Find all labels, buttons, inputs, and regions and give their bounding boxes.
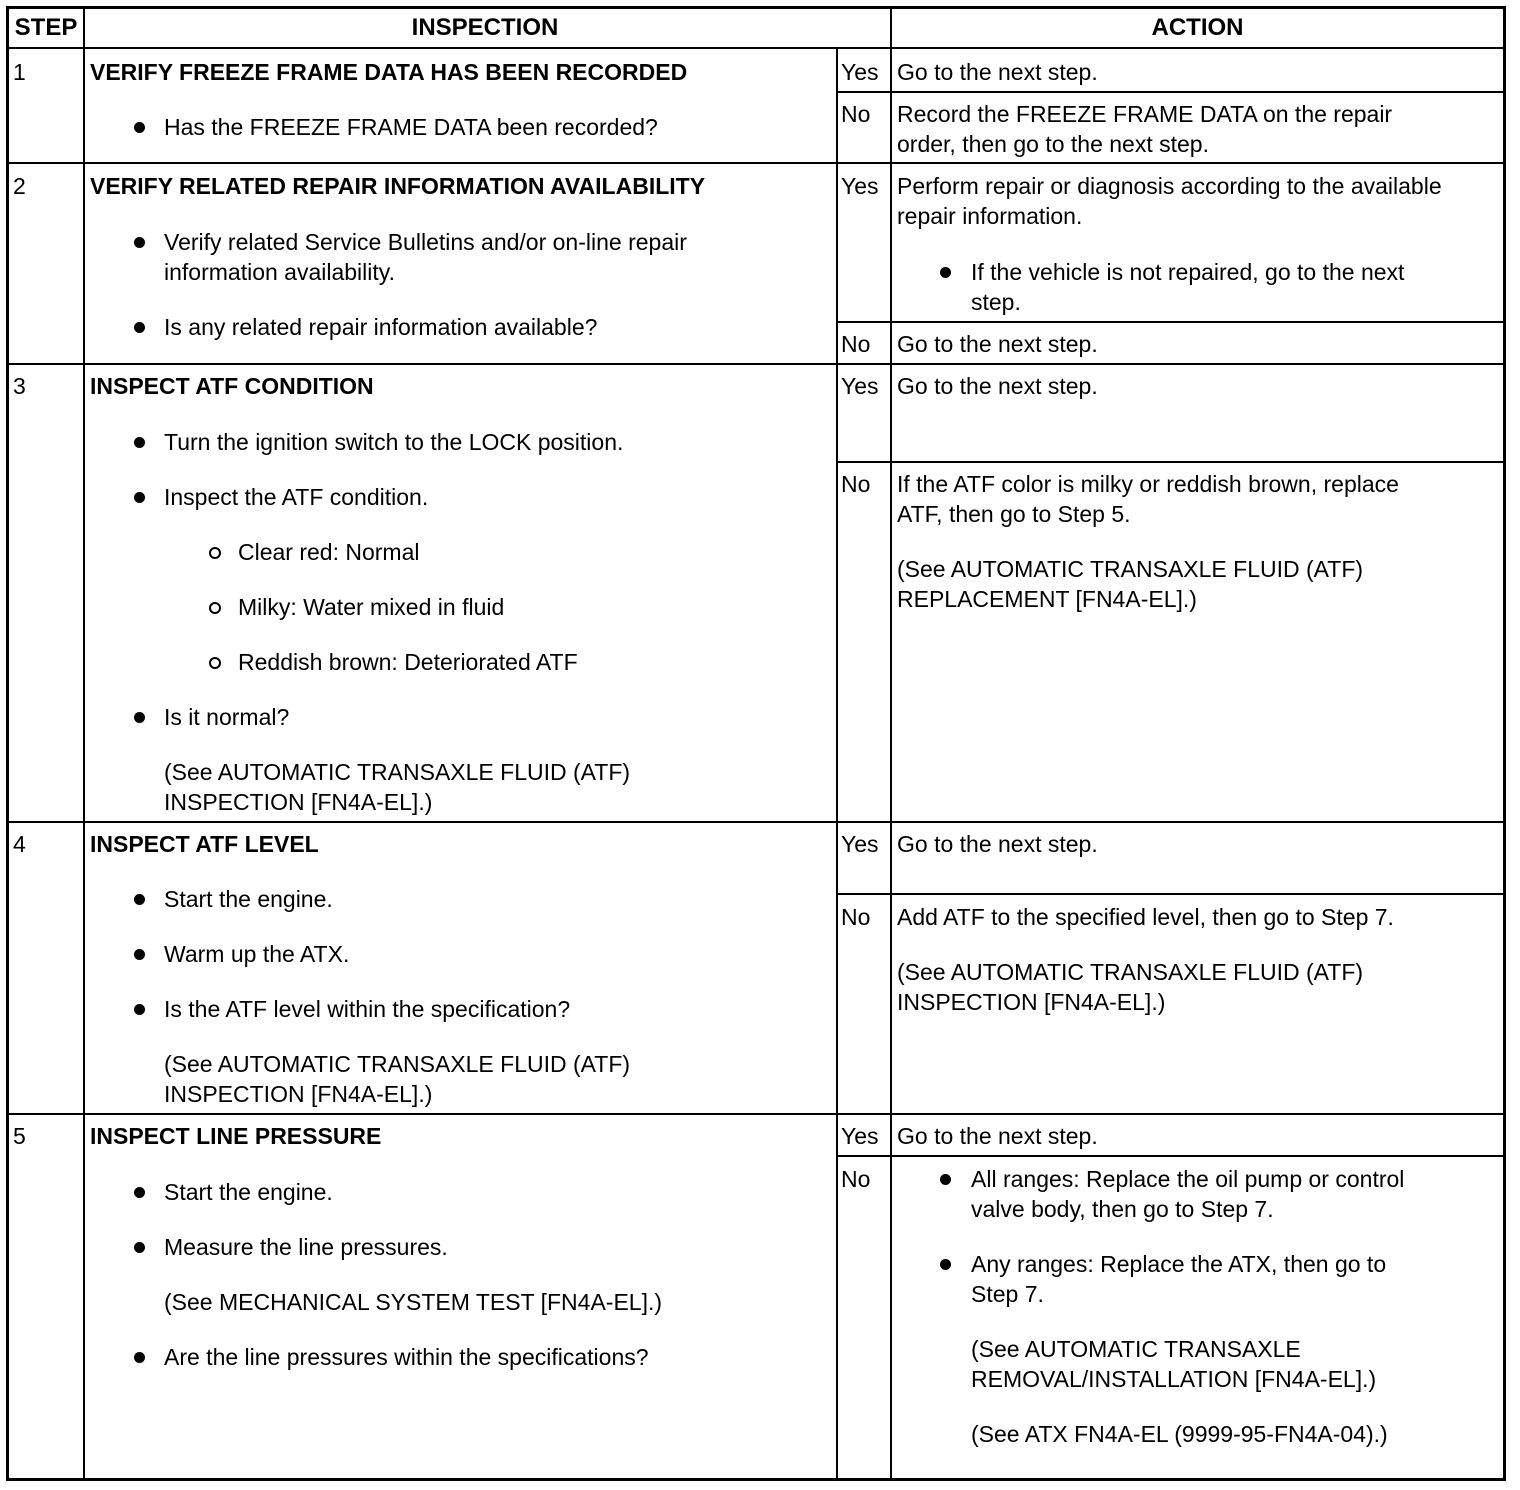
bullet-icon bbox=[940, 1259, 951, 1270]
yes-action: Go to the next step. bbox=[897, 831, 1098, 857]
reference-note: (See AUTOMATIC TRANSAXLE FLUID (ATF) bbox=[897, 959, 1364, 985]
yes-action: repair information. bbox=[897, 203, 1083, 229]
bullet-icon bbox=[134, 894, 145, 905]
yes-action: Go to the next step. bbox=[897, 59, 1098, 85]
diagnostic-table bbox=[6, 6, 1506, 1481]
yes-action: If the vehicle is not repaired, go to the next bbox=[971, 259, 1405, 285]
no-action: All ranges: Replace the oil pump or control bbox=[971, 1166, 1405, 1192]
no-action: If the ATF color is milky or reddish brown, replace bbox=[897, 471, 1399, 497]
row-divider bbox=[836, 461, 1503, 463]
inspection-item: Start the engine. bbox=[164, 886, 333, 912]
bullet-icon bbox=[134, 1352, 145, 1363]
sub-bullet-icon bbox=[209, 602, 221, 614]
yes-action: step. bbox=[971, 289, 1021, 315]
row-divider bbox=[836, 91, 1503, 93]
reference-note: INSPECTION [FN4A-EL].) bbox=[164, 789, 433, 815]
inspection-subitem: Milky: Water mixed in fluid bbox=[238, 594, 505, 620]
yes-label: Yes bbox=[841, 59, 879, 85]
step-number: 2 bbox=[13, 173, 26, 199]
bullet-icon bbox=[134, 237, 145, 248]
column-divider bbox=[890, 9, 892, 1478]
step-title: INSPECT LINE PRESSURE bbox=[90, 1123, 382, 1149]
no-action: Record the FREEZE FRAME DATA on the repair bbox=[897, 101, 1393, 127]
row-divider bbox=[836, 893, 1503, 895]
bullet-icon bbox=[134, 322, 145, 333]
yes-label: Yes bbox=[841, 373, 879, 399]
no-action: order, then go to the next step. bbox=[897, 131, 1209, 157]
reference-note: (See AUTOMATIC TRANSAXLE FLUID (ATF) bbox=[164, 1051, 631, 1077]
no-action: Go to the next step. bbox=[897, 331, 1098, 357]
bullet-icon bbox=[940, 1174, 951, 1185]
inspection-item: Is it normal? bbox=[164, 704, 290, 730]
row-divider bbox=[836, 321, 1503, 323]
step-title: VERIFY FREEZE FRAME DATA HAS BEEN RECORDED bbox=[90, 59, 688, 85]
sub-bullet-icon bbox=[209, 657, 221, 669]
step-title: VERIFY RELATED REPAIR INFORMATION AVAILABILITY bbox=[90, 173, 706, 199]
yes-action: Go to the next step. bbox=[897, 373, 1098, 399]
header-step: STEP bbox=[14, 14, 78, 41]
step-number: 1 bbox=[13, 59, 26, 85]
no-label: No bbox=[841, 904, 871, 930]
yes-label: Yes bbox=[841, 1123, 879, 1149]
inspection-item: Turn the ignition switch to the LOCK position. bbox=[164, 429, 624, 455]
inspection-item: information availability. bbox=[164, 259, 395, 285]
bullet-icon bbox=[134, 122, 145, 133]
inspection-subitem: Reddish brown: Deteriorated ATF bbox=[238, 649, 578, 675]
yes-action: Go to the next step. bbox=[897, 1123, 1098, 1149]
reference-note: (See AUTOMATIC TRANSAXLE FLUID (ATF) bbox=[897, 556, 1364, 582]
reference-note: INSPECTION [FN4A-EL].) bbox=[897, 989, 1166, 1015]
reference-note: (See AUTOMATIC TRANSAXLE bbox=[971, 1336, 1301, 1362]
no-label: No bbox=[841, 331, 871, 357]
yes-action: Perform repair or diagnosis according to the available bbox=[897, 173, 1442, 199]
inspection-subitem: Clear red: Normal bbox=[238, 539, 420, 565]
inspection-item: Warm up the ATX. bbox=[164, 941, 350, 967]
inspection-item: Measure the line pressures. bbox=[164, 1234, 448, 1260]
reference-note: (See AUTOMATIC TRANSAXLE FLUID (ATF) bbox=[164, 759, 631, 785]
yes-label: Yes bbox=[841, 831, 879, 857]
header-action: ACTION bbox=[1151, 14, 1244, 41]
no-action: Any ranges: Replace the ATX, then go to bbox=[971, 1251, 1387, 1277]
bullet-icon bbox=[134, 1004, 145, 1015]
reference-note: INSPECTION [FN4A-EL].) bbox=[164, 1081, 433, 1107]
row-divider bbox=[9, 363, 1503, 365]
step-title: INSPECT ATF CONDITION bbox=[90, 373, 374, 399]
reference-note: REPLACEMENT [FN4A-EL].) bbox=[897, 586, 1197, 612]
column-divider bbox=[83, 9, 85, 1478]
column-divider bbox=[836, 48, 838, 1478]
step-title: INSPECT ATF LEVEL bbox=[90, 831, 319, 857]
step-number: 4 bbox=[13, 831, 26, 857]
inspection-item: Is the ATF level within the specification? bbox=[164, 996, 571, 1022]
yes-label: Yes bbox=[841, 173, 879, 199]
inspection-item: Is any related repair information available? bbox=[164, 314, 598, 340]
no-action: Step 7. bbox=[971, 1281, 1044, 1307]
row-divider bbox=[9, 1113, 1503, 1115]
no-action: ATF, then go to Step 5. bbox=[897, 501, 1131, 527]
bullet-icon bbox=[134, 437, 145, 448]
row-divider bbox=[9, 162, 1503, 164]
header-inspection: INSPECTION bbox=[411, 14, 559, 41]
bullet-icon bbox=[134, 492, 145, 503]
step-number: 3 bbox=[13, 373, 26, 399]
sub-bullet-icon bbox=[209, 547, 221, 559]
row-divider bbox=[9, 821, 1503, 823]
bullet-icon bbox=[134, 949, 145, 960]
reference-note: (See MECHANICAL SYSTEM TEST [FN4A-EL].) bbox=[164, 1289, 663, 1315]
no-action: Add ATF to the specified level, then go to Step 7. bbox=[897, 904, 1394, 930]
header-divider bbox=[9, 47, 1503, 49]
row-divider bbox=[836, 1155, 1503, 1157]
no-label: No bbox=[841, 101, 871, 127]
inspection-item: Are the line pressures within the specifications? bbox=[164, 1344, 649, 1370]
reference-note: REMOVAL/INSTALLATION [FN4A-EL].) bbox=[971, 1366, 1377, 1392]
inspection-item: Start the engine. bbox=[164, 1179, 333, 1205]
no-action: valve body, then go to Step 7. bbox=[971, 1196, 1274, 1222]
inspection-item: Has the FREEZE FRAME DATA been recorded? bbox=[164, 114, 658, 140]
inspection-item: Inspect the ATF condition. bbox=[164, 484, 429, 510]
no-label: No bbox=[841, 1166, 871, 1192]
bullet-icon bbox=[134, 712, 145, 723]
bullet-icon bbox=[134, 1187, 145, 1198]
no-label: No bbox=[841, 471, 871, 497]
bullet-icon bbox=[134, 1242, 145, 1253]
step-number: 5 bbox=[13, 1123, 26, 1149]
inspection-item: Verify related Service Bulletins and/or on-line repair bbox=[164, 229, 687, 255]
reference-note: (See ATX FN4A-EL (9999-95-FN4A-04).) bbox=[971, 1421, 1388, 1447]
bullet-icon bbox=[940, 267, 951, 278]
